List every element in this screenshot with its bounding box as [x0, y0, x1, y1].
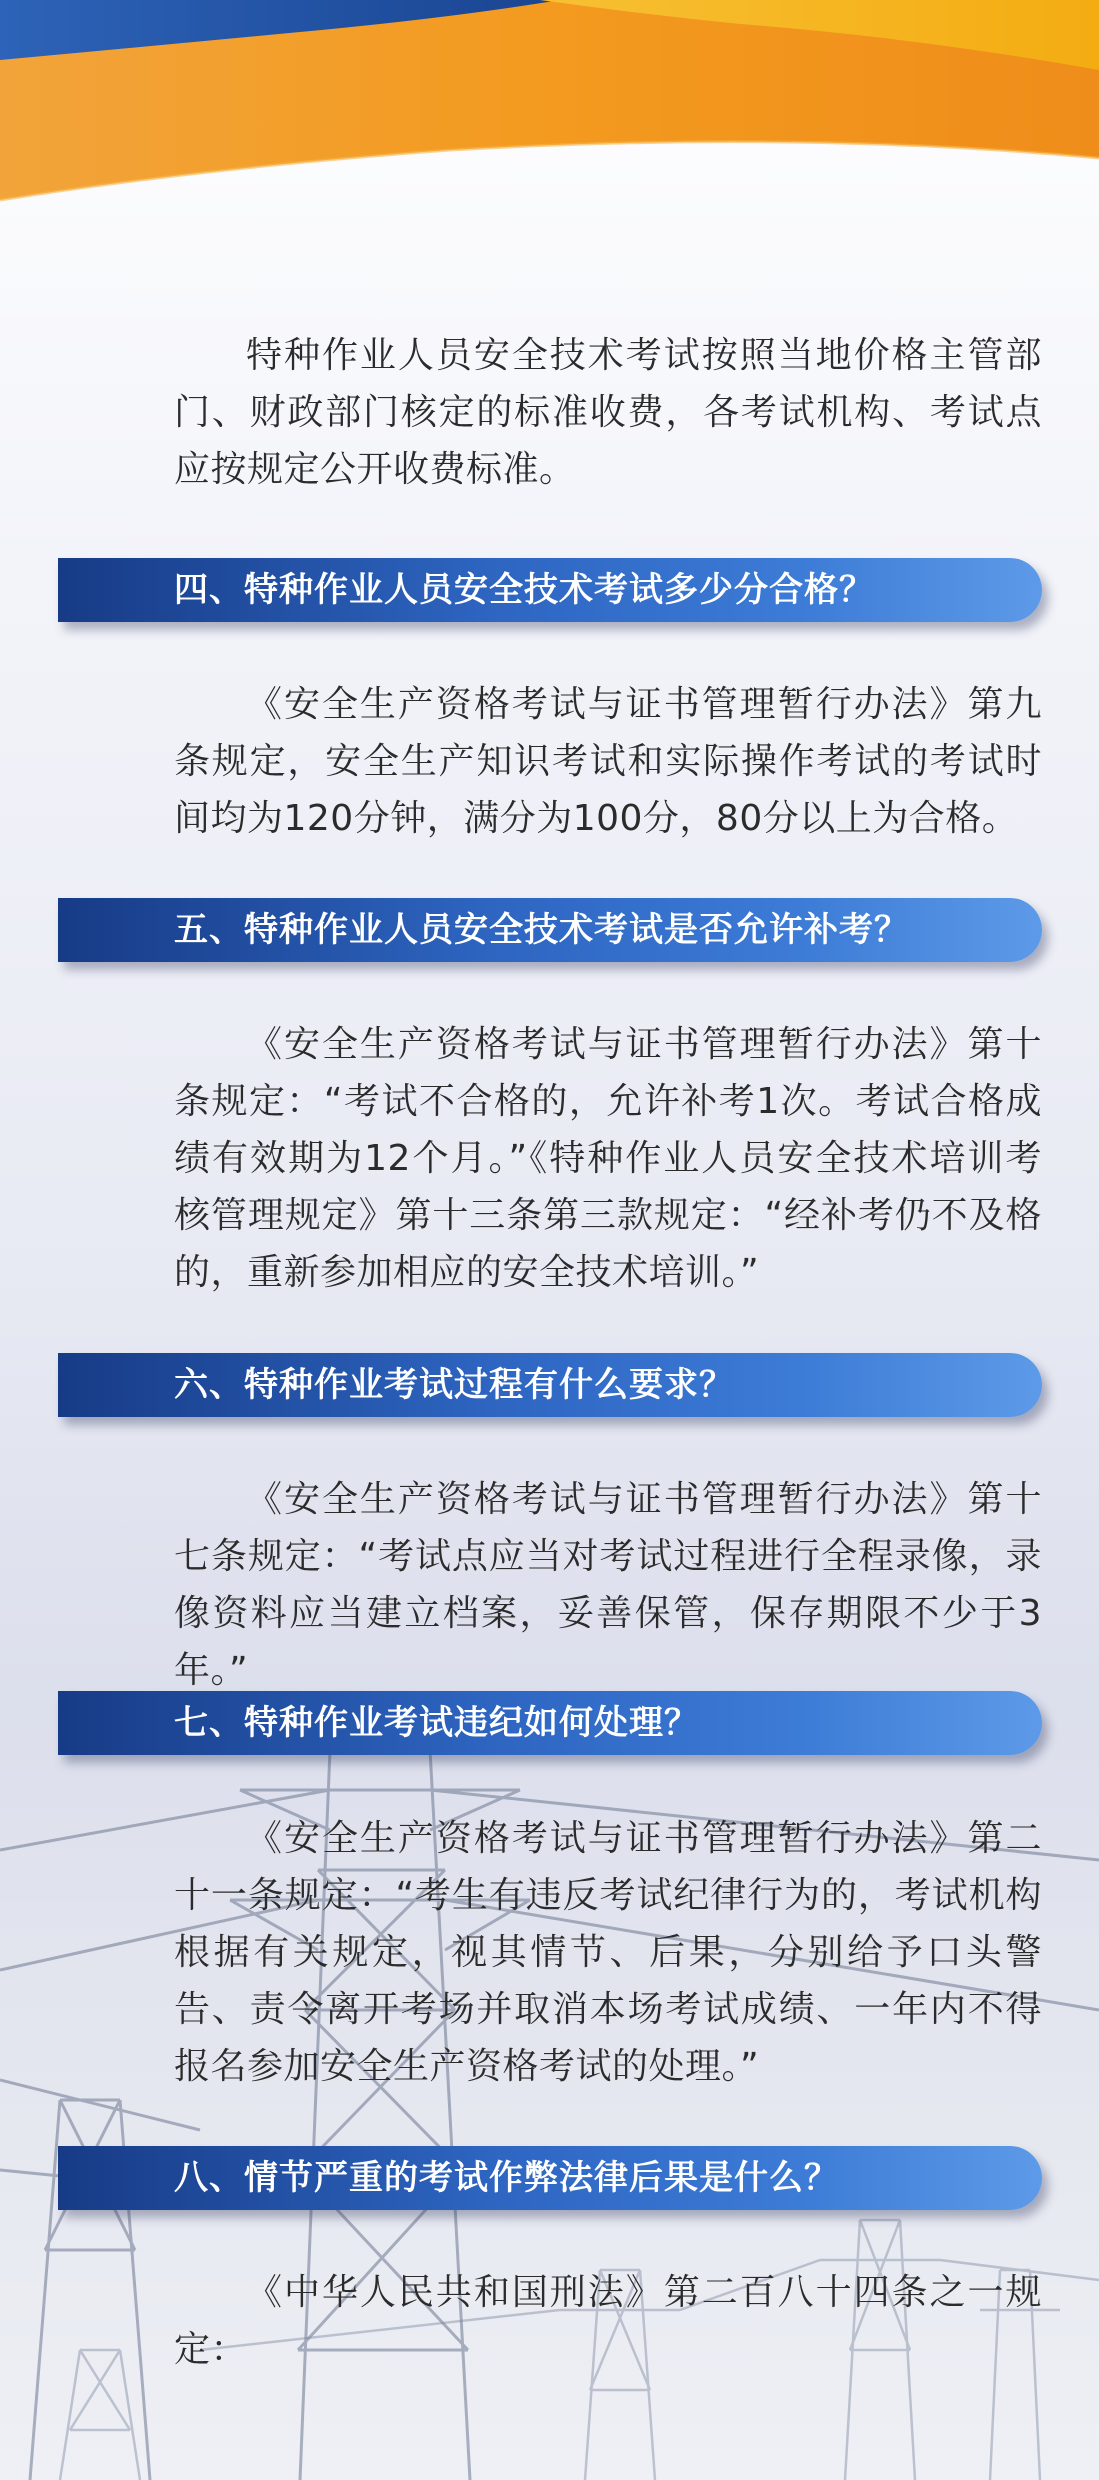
section-header-5 — [58, 898, 1042, 962]
intro-paragraph: 特种作业人员安全技术考试按照当地价格主管部门、财政部门核定的标准收费，各考试机构、考试点应按规定公开收费标准。 — [174, 335, 1042, 490]
section-paragraph-7: 《安全生产资格考试与证书管理暂行办法》第二十一条规定：“考生有违反考试纪律行为的，考试机构根据有关规定，视其情节、后果，分别给予口头警告、责令离开考场并取消本场考试成绩、一年内不得报名参加安全生产资格考试的处理。” — [174, 1818, 1042, 2087]
section-title: 六、特种作业考试过程有什么要求？ — [174, 1365, 734, 1405]
section-title: 四、特种作业人员安全技术考试多少分合格？ — [174, 570, 874, 610]
top-wave-banner — [0, 0, 1099, 210]
section-paragraph-5: 《安全生产资格考试与证书管理暂行办法》第十条规定：“考试不合格的，允许补考1次。考试合格成绩有效期为12个月。”《特种作业人员安全技术培训考核管理规定》第十三条第三款规定：“经补考仍不及格的，重新参加相应的安全技术培训。” — [174, 1024, 1042, 1293]
section-title: 八、情节严重的考试作弊法律后果是什么？ — [174, 2158, 839, 2198]
section-header-4 — [58, 558, 1042, 622]
section-header-7 — [58, 1691, 1042, 1755]
section-header-8 — [58, 2146, 1042, 2210]
section-paragraph-8: 《中华人民共和国刑法》第二百八十四条之一规定： — [174, 2272, 1042, 2370]
section-title: 五、特种作业人员安全技术考试是否允许补考？ — [174, 910, 909, 950]
section-title: 七、特种作业考试违纪如何处理？ — [174, 1703, 699, 1743]
section-paragraph-6: 《安全生产资格考试与证书管理暂行办法》第十七条规定：“考试点应当对考试过程进行全程录像，录像资料应当建立档案，妥善保管，保存期限不少于3年。” — [174, 1479, 1042, 1691]
section-paragraph-4: 《安全生产资格考试与证书管理暂行办法》第九条规定，安全生产知识考试和实际操作考试的考试时间均为120分钟，满分为100分，80分以上为合格。 — [174, 684, 1042, 839]
section-header-6 — [58, 1353, 1042, 1417]
